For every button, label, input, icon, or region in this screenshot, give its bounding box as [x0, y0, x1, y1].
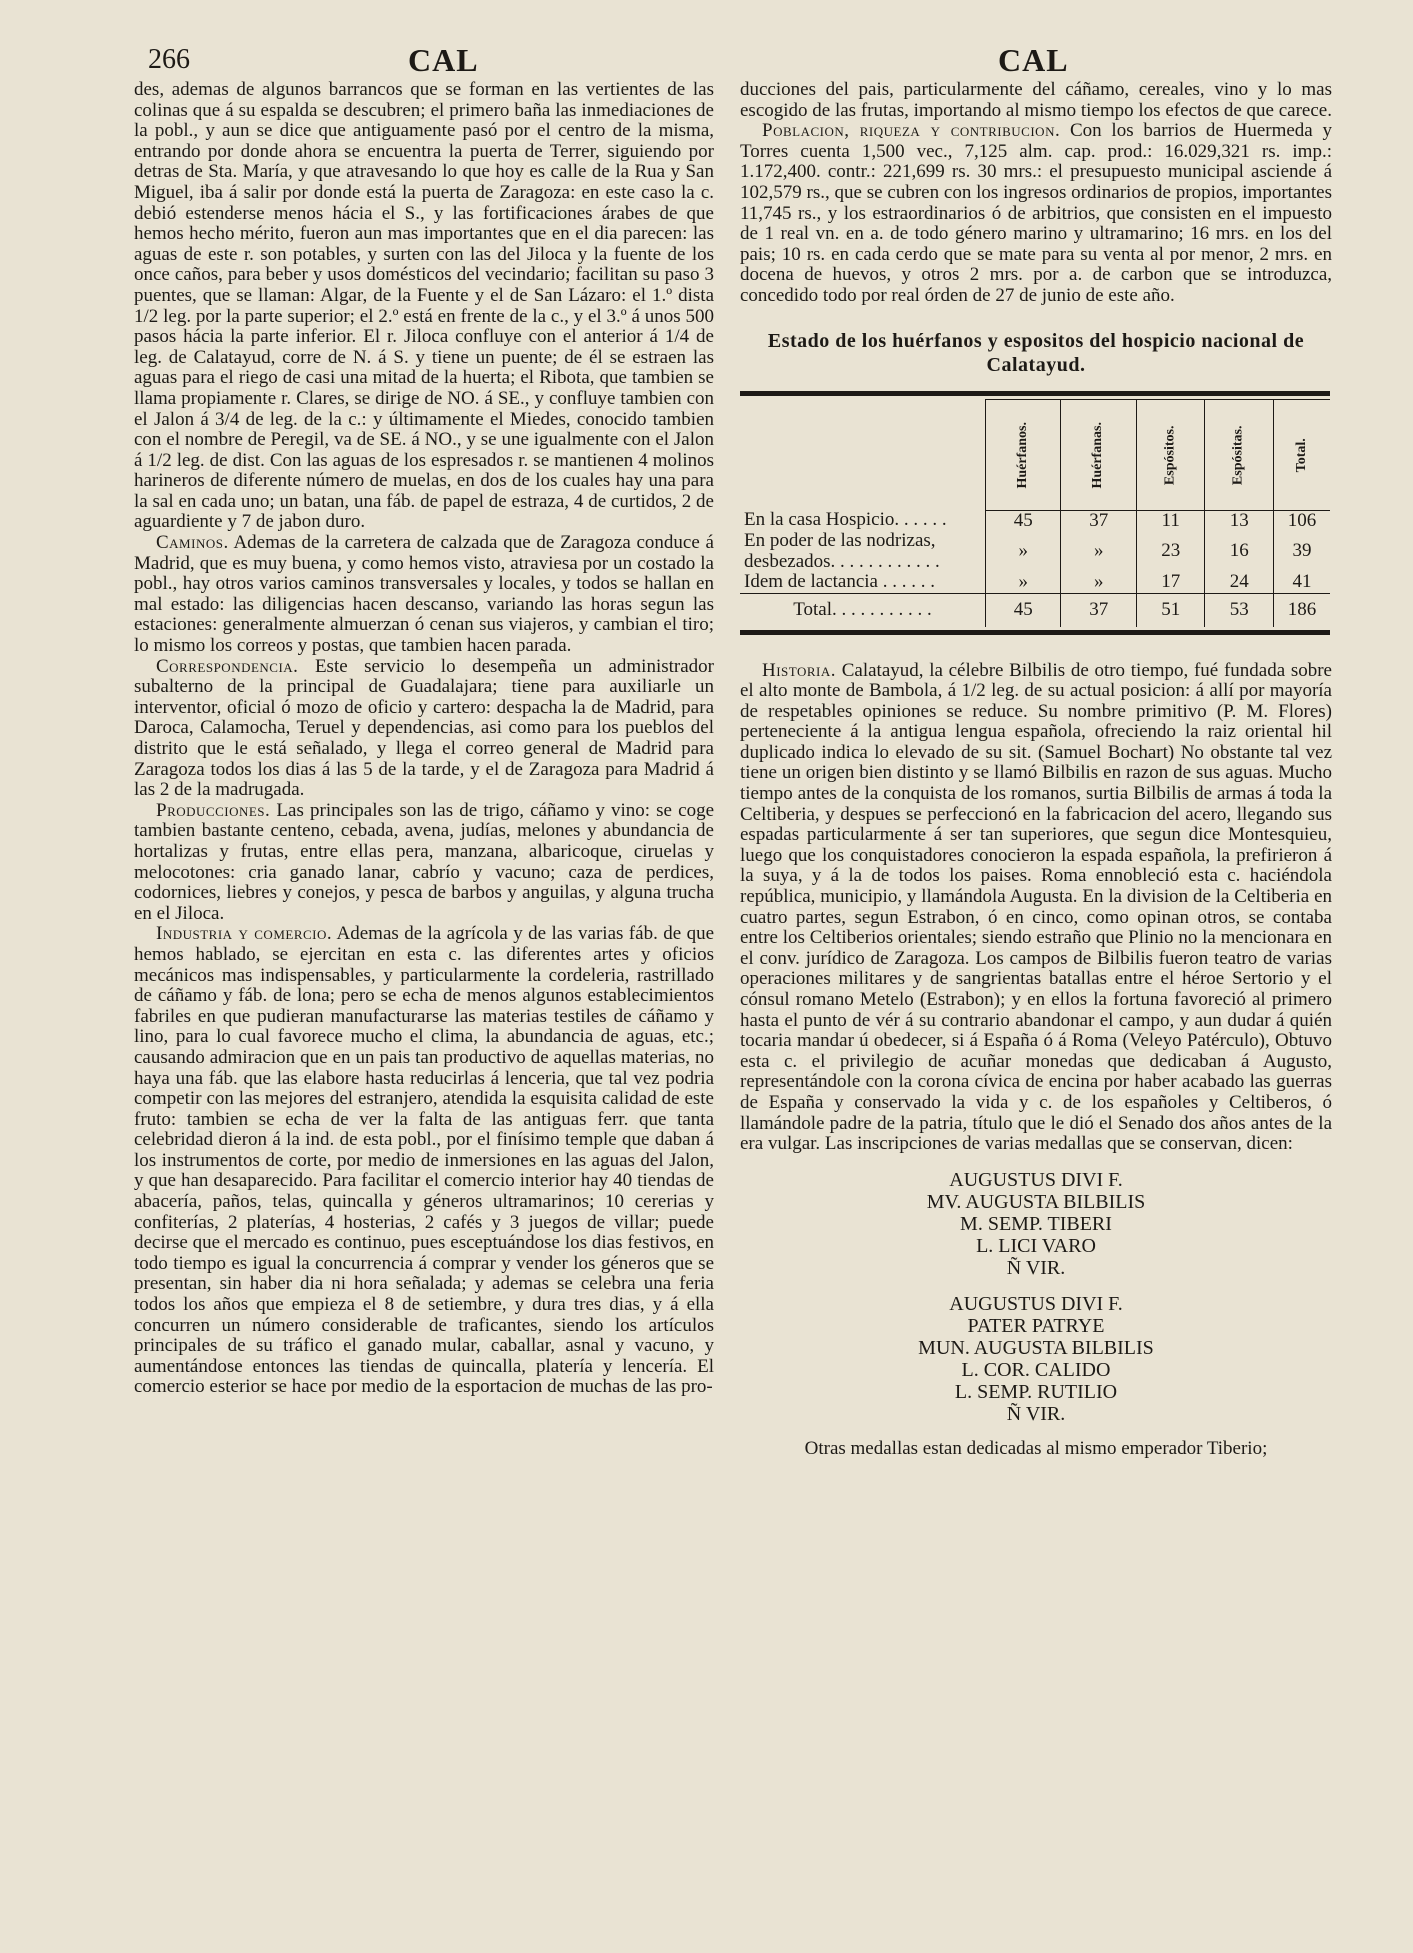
closing-line: Otras medallas estan dedicadas al mismo emperador Tiberio;	[804, 1437, 1268, 1459]
table-cell: 45	[985, 593, 1061, 626]
industria-text: Ademas de la agrícola y de las varias fáb. de que hemos hablado, se ejercitan en esta c. las diferentes artes y oficios mecánicos mas indispensables, y particularmente la cordeleria, rastrillado de cáñamo y fáb. de lona; pero se echa de menos algunos establecimientos fabriles en que pudieran manufacturarse las materias testiles de cáñamo y lino, para lo cual favorece mucho el clima, la abundancia de aguas, etc.; causando admiracion que en un pais tan productivo de aquellas materias, no haya una fáb. que las elabore hasta reducirlas á lenceria, que tal vez podria competir con las mejores del estranjero, atendida la esquisita calidad de este fruto: tambien se echa de ver la falta de las antiguas ferr. que tanta celebridad dieron á la ind. de esta pobl., por el finísimo temple que daban á los instrumentos de corte, por medio de inmersiones en las aguas del Jalon, y que han desaparecido. Para facilitar el comercio interior hay 40 tiendas de abacería, paños, telas, quincalla y géneros ultramarinos; 10 cererias y confiterías, 2 platerías, 4 hosterias, 2 cafés y 3 juegos de villar; puede decirse que el mercado es continuo, pues esceptuándose los dias festivos, en todo tiempo es igual la concurrencia á comprar y vender los géneros que se presentan, sin haber dia ni hora señalada; y ademas se celebra una feria todos los años que empieza el 8 de setiembre, y dura tres dias, y á ella concurren un número considerable de traficantes, siendo los artículos principales de su tráfico el ganado mular, caballar, asnal y vacuno, y aumentándose entonces las tiendas de quincalla, platería y lencería. El comercio esterior se hace por medio de la esportacion de muchas de las pro-	[134, 923, 715, 1398]
inscription-line: PATER PATRYE	[967, 1314, 1105, 1337]
inscription-2	[740, 1293, 1332, 1425]
industria-paragraph	[134, 924, 714, 1398]
right-headword: CAL	[998, 42, 1069, 78]
table-cell: 11	[1136, 510, 1205, 531]
historia-heading: Historia.	[762, 659, 837, 681]
table-cell: 45	[985, 510, 1061, 531]
inscription-line: L. LICI VARO	[976, 1234, 1096, 1257]
table-cell: 37	[1061, 510, 1137, 531]
table-cell: 106	[1274, 510, 1331, 531]
column-header: Total.	[1274, 399, 1331, 510]
inscription-line: Ñ VIR.	[1006, 1256, 1066, 1279]
table-cell: 17	[1136, 572, 1205, 593]
total-label: Total. . . . . . . . . . .	[740, 593, 985, 626]
historia-paragraph	[740, 661, 1332, 1155]
producciones-heading: Producciones.	[156, 799, 271, 821]
table-cell: 13	[1205, 510, 1274, 531]
inscription-line: MV. AUGUSTA BILBILIS	[926, 1190, 1146, 1213]
column-header: Huérfanos.	[985, 399, 1061, 510]
column-header: Huérfanas.	[1061, 399, 1137, 510]
table-title: Estado de los huérfanos y espositos del hospicio nacional de Calatayud.	[767, 329, 1305, 376]
table-cell: 51	[1136, 593, 1205, 626]
page-number: 266	[148, 44, 190, 75]
table-cell: 41	[1274, 572, 1331, 593]
left-headword: CAL	[408, 42, 479, 78]
table-cell: 53	[1205, 593, 1274, 626]
row-label: En la casa Hospicio. . . . . .	[744, 509, 947, 531]
table-cell: 16	[1205, 531, 1274, 572]
continuation-paragraph: ducciones del pais, particularmente del cáñamo, cereales, vino y lo mas escogido de las frutas, importando al mismo tiempo los efectos de que carece.	[740, 79, 1332, 121]
row-label: Idem de lactancia . . . . . .	[744, 571, 935, 593]
rivers-paragraph: des, ademas de algunos barrancos que se forman en las vertientes de las colinas que á su espalda se descubren; el primero baña las inmediaciones de la pobl., y aun se dice que antiguamente pasó por el centro de la misma, entrando por donde ahora se encuentra la puerta de Terrer, siguiendo por detras de Sta. María, y que atravesando lo que hoy es calle de la Rua y San Miguel, iba á salir por donde está la puerta de Zaragoza: en este caso la c. debió estenderse menos hácia el S., y las fortificaciones árabes de que hemos hecho mérito, fueron aun mas importantes que en el dia parecen: las aguas de este r. son potables, y surten con las del Jiloca y la fuente de los once caños, para beber y usos domésticos del vecindario; facilitan su paso 3 puentes, que se llaman: Algar, de la Fuente y el de San Lázaro: el 1.º dista 1/2 leg. por la parte superior; el 2.º está en frente de la c., y el 3.º á unos 500 pasos hácia la parte inferior. El r. Jiloca confluye con el anterior á 1/4 de leg. de Calatayud, corre de N. á S. y tiene un puente; de él se estraen las aguas para el riego de casi una mitad de la huerta; el Ribota, que tambien se llama propiamente r. Clares, se dirige de NO. á SE., y confluye tambien con el Jalon á 3/4 de leg. de la c.: y últimamente el Miedes, conocido tambien con el nombre de Peregil, va de SE. á NO., y se une igualmente con el Jalon á 1/2 leg. de dist. Con las aguas de los espresados r. se mantienen 4 molinos harineros de diferente número de muelas, en dos de los cuales hay una para la sal en cada uno; un batan, una fáb. de papel de estraza, 4 de curtidos, 2 de aguardiente y 7 de jabon duro.	[134, 79, 714, 533]
table-row	[740, 531, 1330, 572]
right-column	[740, 80, 1332, 1459]
producciones-paragraph	[134, 801, 714, 925]
table-cell: »	[985, 531, 1061, 572]
producciones-text: Las principales son las de trigo, cáñamo y vino: se coge tambien bastante centeno, cebada, avena, judías, melones y abundancia de hortalizas y frutas, entre ellas pera, manzana, albaricoque, ciruelas y melocotones: cria ganado lanar, cabrío y vacuno; caza de perdices, codornices, liebres y conejos, y pesca de barbos y anguilas, y alguna trucha en el Jiloca.	[134, 799, 715, 924]
table-cell: »	[985, 572, 1061, 593]
poblacion-paragraph	[740, 121, 1332, 306]
table-row	[740, 510, 1330, 531]
table-row	[740, 572, 1330, 593]
table-cell: 186	[1274, 593, 1331, 626]
orphans-table	[740, 391, 1330, 635]
inscription-line: L. COR. CALIDO	[961, 1358, 1111, 1381]
row-label: En poder de las nodrizas, desbezados. . . . . . . . . . . .	[744, 530, 940, 572]
inscription-line: MUN. AUGUSTA BILBILIS	[918, 1336, 1154, 1359]
correspondencia-heading: Correspondencia.	[156, 655, 299, 677]
industria-heading: Industria y comercio.	[156, 923, 333, 945]
table-cell: 24	[1205, 572, 1274, 593]
inscription-1	[740, 1169, 1332, 1279]
correspondencia-text: Este servicio lo desempeña un administrador subalterno de la principal de Guadalajara; tiene para auxiliarle un interventor, oficial ó mozo de oficio y cartero: despacha la de Madrid, para Daroca, Calamocha, Teruel y dependencias, asi como para los pueblos del distrito que le está señalado, y llega el correo general de Madrid para Zaragoza todos los dias á las 5 de la tarde, y el de Zaragoza para Madrid á las 2 de la madrugada.	[134, 655, 714, 801]
column-header: Espósitas.	[1205, 399, 1274, 510]
inscription-line: M. SEMP. TIBERI	[960, 1212, 1112, 1235]
poblacion-text: Con los barrios de Huermeda y Torres cuenta 1,500 vec., 7,125 alm. cap. prod.: 16.029,321 rs. imp.: 1.172,400. contr.: 221,699 rs. 30 mrs.: el presupuesto municipal asciende á 102,579 rs., que se cubren con los ingresos ordinarios de propios, importantes 11,745 rs., y los estraordinarios ó de arbitrios, que consisten en el impuesto de 1 real vn. en a. de todo género marino y ultramarino; 16 mrs. en los del pais; 10 rs. en cada cerdo que se mate para su venta al por menor, 2 mrs. en docena de huevos, y otros 2 mrs. por a. de carbon que se introduzca, concedido todo por real órden de 27 de junio de este año.	[740, 120, 1333, 306]
left-column	[134, 80, 714, 1398]
table-cell: »	[1061, 572, 1137, 593]
inscription-line: Ñ VIR.	[1006, 1402, 1066, 1425]
inscription-line: AUGUSTUS DIVI F.	[949, 1292, 1123, 1315]
inscription-line: L. SEMP. RUTILIO	[954, 1380, 1118, 1403]
column-header: Espósitos.	[1136, 399, 1205, 510]
total-row	[740, 593, 1330, 626]
inscription-line: AUGUSTUS DIVI F.	[949, 1168, 1123, 1191]
correspondencia-paragraph	[134, 657, 714, 801]
historia-text: Calatayud, la célebre Bilbilis de otro tiempo, fué fundada sobre el alto monte de Bambola, á 1/2 leg. de su actual posicion: á allí por mayoría de respetables opiniones se reduce. Su nombre primitivo (P. M. Flores) perteneciente á la antigua lengua española, ofreciendo la raiz oriental hil duplicado indica lo elevado de su sit. (Samuel Bochart) No obstante tal vez tiene un origen bien distinto y se llamó Bilbilis en razon de sus aguas. Mucho tiempo antes de la conquista de los romanos, surtia Bilbilis de armas á toda la Celtiberia, y despues se perfeccionó en la fabricacion del acero, llegando sus espadas particularmente á ser tan superiores, que segun dice Montesquieu, luego que los conquistadores conocieron la espada española, la prefirieron á la suya, y á la de todos los paises. Roma ennobleció esta c. haciéndola república, municipio, y llamándola Augusta. En la division de la Celtiberia en cuatro partes, segun Estrabon, ó en cinco, como opinan otros, se contaba entre los Celtiberios orientales; siendo estraño que Plinio no la mencionara en el conv. jurídico de Zaragoza. Los campos de Bilbilis fueron teatro de varias operaciones militares y de sangrientas batallas entre el héroe Sertorio y el cónsul romano Metelo (Estrabon); y en ellos la fortuna favoreció al primero hasta el punto de vér á su contrario abandonar el campo, y aun dudar á quién tocaria mandar ú obedecer, si á España ó á Roma (Veleyo Patérculo), Obtuvo esta c. el privilegio de acuñar monedas que dedicaban á Augusto, representándole con la corona cívica de encina por haber acabado las guerras de España y conservado la vida y c. de los españoles y Celtiberos, ó llamándole padre de la patria, título que le dió el Senado dos años antes de la era vulgar. Las inscripciones de varias medallas que se conservan, dicen:	[740, 659, 1332, 1155]
poblacion-heading: Poblacion, riqueza y contribucion.	[762, 120, 1061, 142]
table-cell: 23	[1136, 531, 1205, 572]
running-header	[138, 38, 1343, 78]
caminos-paragraph	[134, 533, 714, 657]
caminos-heading: Caminos.	[156, 532, 229, 554]
table-cell: »	[1061, 531, 1137, 572]
table-cell: 39	[1274, 531, 1331, 572]
table-cell: 37	[1061, 593, 1137, 626]
caminos-text: Ademas de la carretera de calzada que de Zaragoza conduce á Madrid, que es muy buena, y como hemos visto, atraviesa por un costado la pobl., hay otros varios caminos transversales y locales, y todos se hallan en mal estado: las diligencias hacen descanso, variando las horas segun las estaciones: generalmente almuerzan ó cenan sus viajeros, y cambian el tiro; lo mismo los correos y postas, que tambien hacen parada.	[134, 532, 714, 657]
